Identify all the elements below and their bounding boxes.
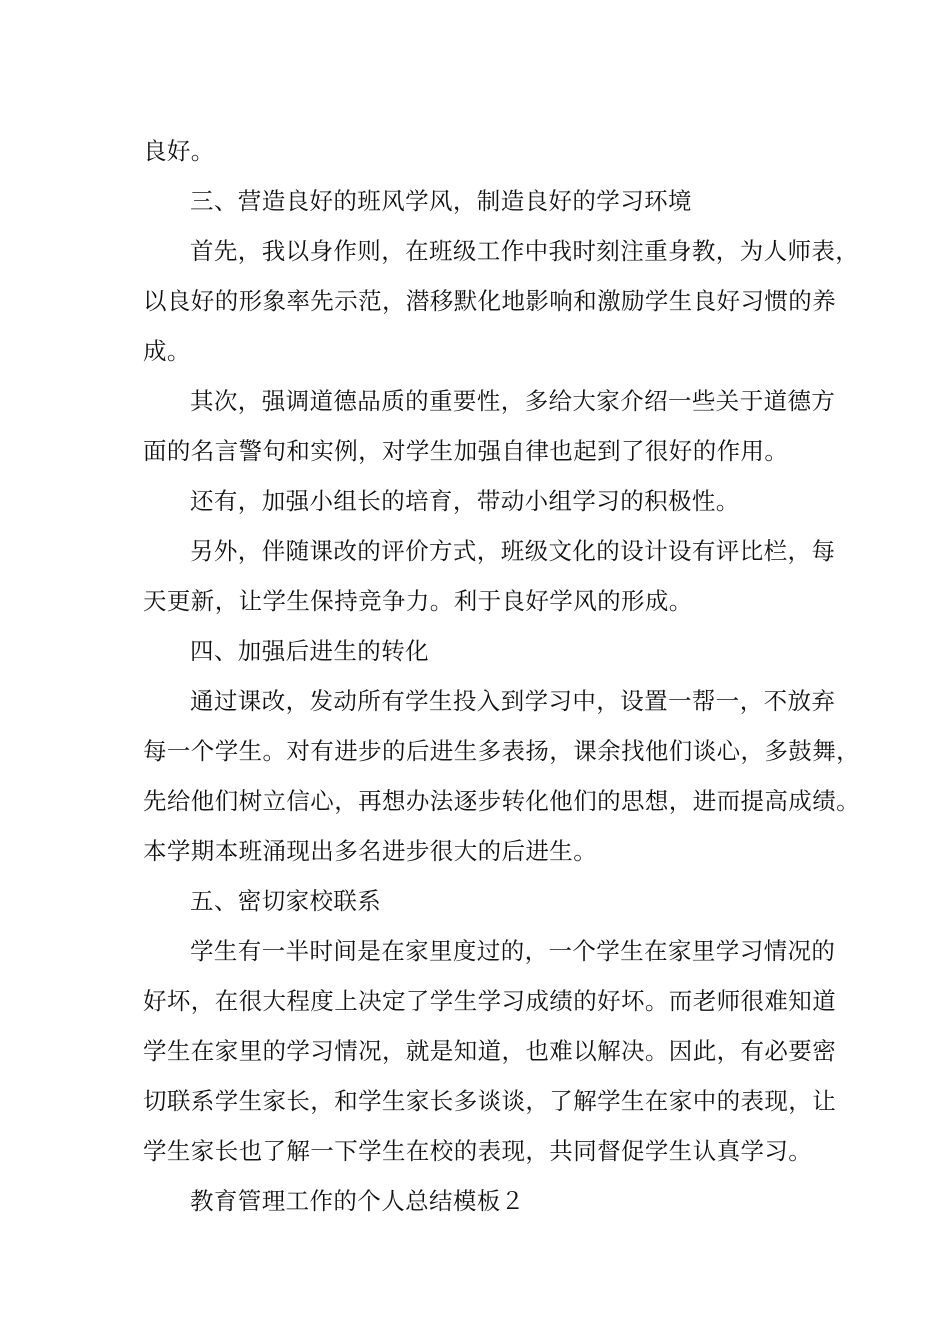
paragraph-line: 先给他们树立信心，再想办法逐步转化他们的思想，进而提高成绩。 [143, 787, 860, 815]
paragraph-line: 好坏，在很大程度上决定了学生学习成绩的好坏。而老师很难知道 [143, 987, 837, 1015]
paragraph-line: 成。 [143, 337, 191, 365]
paragraph-line: 通过课改，发动所有学生投入到学习中，设置一帮一，不放弃 [190, 687, 836, 715]
paragraph-line: 良好。 [143, 137, 215, 165]
paragraph-line: 另外，伴随课改的评价方式，班级文化的设计设有评比栏，每 [190, 537, 836, 565]
paragraph-line: 其次，强调道德品质的重要性，多给大家介绍一些关于道德方 [190, 387, 836, 415]
section-heading: 五、密切家校联系 [190, 887, 382, 915]
paragraph-line: 每一个学生。对有进步的后进生多表扬，课余找他们谈心，多鼓舞， [143, 737, 860, 765]
document-title: 教育管理工作的个人总结模板２ [190, 1187, 525, 1215]
paragraph-line: 切联系学生家长，和学生家长多谈谈，了解学生在家中的表现，让 [143, 1087, 837, 1115]
paragraph-line: 面的名言警句和实例，对学生加强自律也起到了很好的作用。 [143, 437, 789, 465]
paragraph-line: 学生家长也了解一下学生在校的表现，共同督促学生认真学习。 [143, 1137, 813, 1165]
paragraph-line: 学生有一半时间是在家里度过的，一个学生在家里学习情况的 [190, 937, 836, 965]
section-heading: 四、加强后进生的转化 [190, 637, 429, 665]
paragraph-line: 学生在家里的学习情况，就是知道，也难以解决。因此，有必要密 [143, 1037, 837, 1065]
paragraph-line: 还有，加强小组长的培育，带动小组学习的积极性。 [190, 487, 740, 515]
paragraph-line: 本学期本班涌现出多名进步很大的后进生。 [143, 837, 598, 865]
paragraph-line: 以良好的形象率先示范，潜移默化地影响和激励学生良好习惯的养 [143, 287, 837, 315]
paragraph-line: 首先，我以身作则，在班级工作中我时刻注重身教，为人师表， [190, 237, 860, 265]
paragraph-line: 天更新，让学生保持竞争力。利于良好学风的形成。 [143, 587, 693, 615]
section-heading: 三、营造良好的班风学风，制造良好的学习环境 [190, 187, 692, 215]
